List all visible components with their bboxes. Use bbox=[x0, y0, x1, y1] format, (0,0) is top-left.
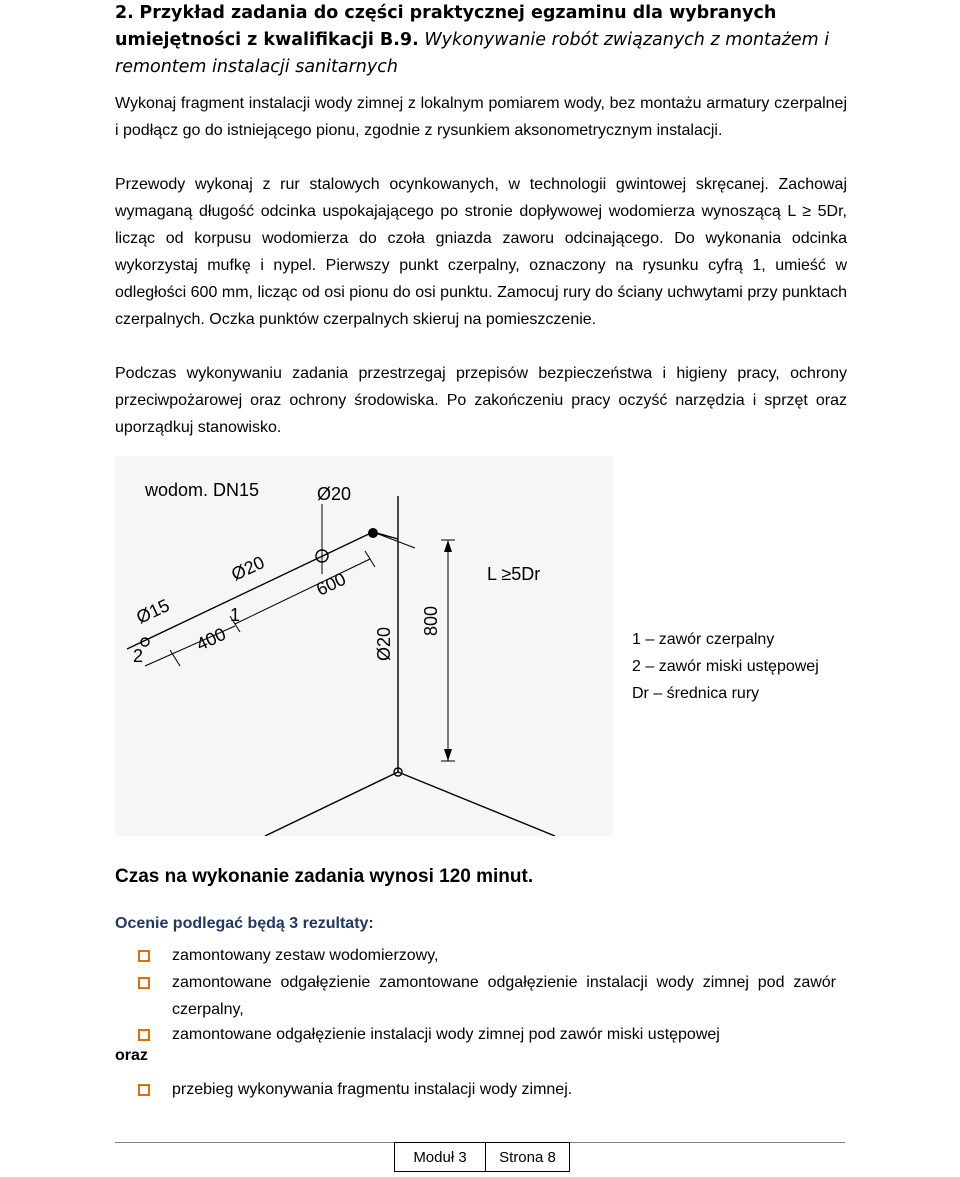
l5dr-dim bbox=[373, 532, 415, 548]
axonometric-drawing bbox=[115, 456, 613, 836]
label-point-2: 2 bbox=[133, 646, 144, 666]
task-paragraph-2: Przewody wykonaj z rur stalowych ocynkowanych, w technologii gwintowej skręcanej. Zachowaj wymaganą długość odcinka uspokajającego po stronie dopływowej wodomierza wynoszącą L ≥ 5Dr, licząc od korpusu wodomierza do czoła gniazda zaworu odcinającego. Do wykonania odcinka wykorzystaj mufkę i nypel. Pierwszy punkt czerpalny, oznaczony na rysunku cyfrą 1, umieść w odległości 600 mm, licząc od osi pionu do osi punktu. Zamocuj rury do ściany uchwytami przy punktach czerpalnych. Oczka punktów czerpalnych skieruj na pomieszczenie. bbox=[115, 176, 847, 328]
time-limit: Czas na wykonanie zadania wynosi 120 minut. bbox=[115, 866, 534, 887]
footer-module: Moduł 3 bbox=[394, 1142, 486, 1172]
checkbox-icon bbox=[138, 977, 150, 989]
legend-item: 1 – zawór czerpalny bbox=[632, 631, 775, 648]
floor-edge-left bbox=[265, 772, 398, 836]
axonometric-svg bbox=[115, 456, 613, 836]
legend-item: Dr – średnica rury bbox=[632, 685, 760, 702]
valve-dot bbox=[368, 528, 378, 538]
floor-edge-right bbox=[398, 772, 555, 836]
label-meter: wodom. DN15 bbox=[145, 480, 260, 500]
label-600: 600 bbox=[313, 568, 349, 600]
label-800: 800 bbox=[421, 605, 441, 636]
label-d20-top: Ø20 bbox=[317, 484, 352, 504]
heading-number: 2. bbox=[115, 3, 134, 23]
result-item-text: zamontowane odgałęzienie zamontowane odgałęzienie instalacji wody zimnej pod zawór czerpalny, bbox=[172, 974, 836, 1018]
task-paragraph-1: Wykonaj fragment instalacji wody zimnej z lokalnym pomiarem wody, bez montażu armatury czerpalnej i podłącz go do istniejącego pionu, zgodnie z rysunkiem aksonometrycznym instalacji. bbox=[115, 95, 847, 139]
label-d20-mid: Ø20 bbox=[228, 552, 268, 585]
label-l5dr: L ≥5Dr bbox=[487, 564, 541, 584]
drawing-legend bbox=[632, 626, 819, 707]
legend-item: 2 – zawór miski ustępowej bbox=[632, 658, 819, 675]
footer-page-number: Strona 8 bbox=[485, 1142, 570, 1172]
checkbox-icon bbox=[138, 950, 150, 962]
label-point-1: 1 bbox=[230, 605, 241, 625]
checkbox-icon bbox=[138, 1029, 150, 1041]
task-heading bbox=[115, 0, 847, 81]
label-d15: Ø15 bbox=[133, 595, 173, 628]
results-title: Ocenie podlegać będą 3 rezultaty: bbox=[115, 915, 374, 932]
label-400: 400 bbox=[193, 623, 229, 655]
heading-bold-text: Przykład zadania do części praktycznej egzaminu dla wybranych umiejętności z kwalifikacji B.9. bbox=[115, 3, 777, 50]
checkbox-icon bbox=[138, 1084, 150, 1096]
task-paragraph-3: Podczas wykonywaniu zadania przestrzegaj przepisów bezpieczeństwa i higieny pracy, ochrony przeciwpożarowej oraz ochrony środowiska. Po zakończeniu pracy oczyść narzędzia i sprzęt oraz uporządkuj stanowisko. bbox=[115, 365, 847, 436]
result-item-text: zamontowane odgałęzienie instalacji wody zimnej pod zawór miski ustępowej bbox=[172, 1026, 720, 1043]
label-d20-riser: Ø20 bbox=[374, 626, 394, 661]
result-item-text: przebieg wykonywania fragmentu instalacji wody zimnej. bbox=[172, 1081, 573, 1098]
result-item-text: zamontowany zestaw wodomierzowy, bbox=[172, 947, 439, 964]
heading-italic-text: Wykonywanie robót związanych z montażem i remontem instalacji sanitarnych bbox=[115, 30, 830, 77]
conjunction-oraz: oraz bbox=[115, 1047, 148, 1064]
